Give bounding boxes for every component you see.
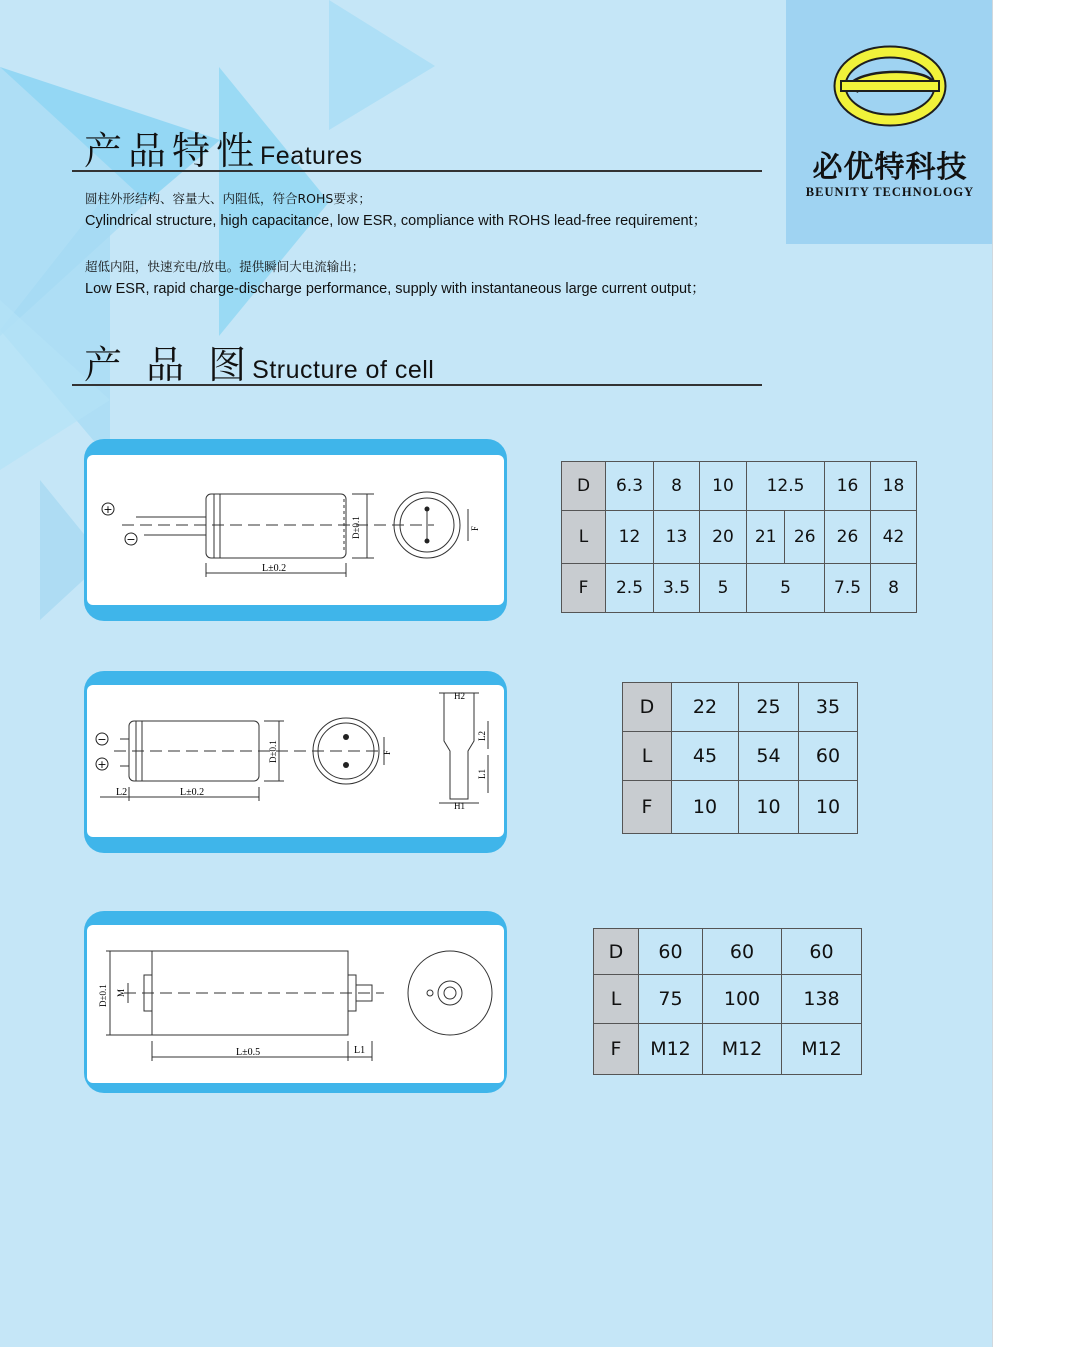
table-row-l bbox=[594, 975, 862, 1024]
table-cell: 10 bbox=[672, 781, 739, 834]
table-cell: 22 bbox=[672, 683, 739, 732]
feature-item-1 bbox=[85, 188, 707, 232]
structure-heading bbox=[84, 334, 434, 389]
row-label: D bbox=[562, 462, 606, 511]
table-cell: 10 bbox=[799, 781, 858, 834]
table-row-d bbox=[623, 683, 858, 732]
table-cell: 8 bbox=[871, 564, 917, 613]
feature-item-1-cn: 圆柱外形结构、容量大、内阻低，符合ROHS要求； bbox=[85, 191, 371, 206]
table-cell: 16 bbox=[825, 462, 871, 511]
l2-label: L2 bbox=[477, 731, 487, 741]
table-cell: 25 bbox=[739, 683, 799, 732]
diameter-label: D±0.1 bbox=[98, 984, 108, 1007]
brand-name-cn: 必优特科技 bbox=[812, 150, 968, 185]
minus-terminal-icon: − bbox=[126, 533, 136, 546]
lead-length-label: L2 bbox=[116, 787, 128, 798]
h1-label: H1 bbox=[454, 801, 465, 811]
diameter-label: D±0.1 bbox=[268, 740, 278, 763]
table-cell: M12 bbox=[782, 1024, 862, 1075]
table-row-l bbox=[623, 732, 858, 781]
features-heading-cn: 产品特性 bbox=[84, 129, 261, 173]
table-cell: 35 bbox=[799, 683, 858, 732]
table-cell: 13 bbox=[654, 511, 700, 564]
table-cell: 18 bbox=[871, 462, 917, 511]
table-cell: 60 bbox=[799, 732, 858, 781]
table-cell: 5 bbox=[747, 564, 825, 613]
cell-diagram-small bbox=[84, 439, 507, 621]
row-label: L bbox=[594, 975, 639, 1024]
table-cell: M12 bbox=[703, 1024, 782, 1075]
table-cell: M12 bbox=[639, 1024, 703, 1075]
row-label: D bbox=[623, 683, 672, 732]
spec-table-small bbox=[561, 461, 917, 613]
table-cell: 45 bbox=[672, 732, 739, 781]
feature-item-2 bbox=[85, 256, 706, 300]
table-cell: 60 bbox=[639, 929, 703, 975]
table-cell: 138 bbox=[782, 975, 862, 1024]
length-label: L±0.2 bbox=[262, 563, 287, 574]
table-cell: 20 bbox=[700, 511, 747, 564]
feature-item-2-cn: 超低内阻，快速充电/放电。提供瞬间大电流输出； bbox=[85, 259, 365, 274]
table-cell: 12.5 bbox=[747, 462, 825, 511]
table-cell: 6.3 bbox=[606, 462, 654, 511]
row-label: F bbox=[562, 564, 606, 613]
table-cell: 21 bbox=[747, 511, 785, 564]
table-cell: 2.5 bbox=[606, 564, 654, 613]
table-cell: 54 bbox=[739, 732, 799, 781]
table-cell: 60 bbox=[703, 929, 782, 975]
table-cell: 75 bbox=[639, 975, 703, 1024]
features-heading bbox=[84, 120, 363, 175]
cell-diagram-screw bbox=[84, 911, 507, 1093]
features-heading-en: Features bbox=[260, 142, 363, 170]
brand-logo-icon bbox=[830, 40, 950, 130]
minus-terminal-icon: − bbox=[97, 733, 107, 746]
l1-label: L1 bbox=[354, 1045, 366, 1056]
feature-item-1-en: Cylindrical structure, high capacitance, low ESR, compliance with ROHS lead-free requirement； bbox=[85, 213, 708, 229]
row-label: L bbox=[562, 511, 606, 564]
table-cell: 10 bbox=[700, 462, 747, 511]
diameter-label: D±0.1 bbox=[351, 516, 361, 539]
feature-item-2-en: Low ESR, rapid charge-discharge performance, supply with instantaneous large current output； bbox=[85, 281, 706, 297]
table-cell: 7.5 bbox=[825, 564, 871, 613]
h2-label: H2 bbox=[454, 691, 465, 701]
spec-table-screw bbox=[593, 928, 862, 1075]
table-row-d bbox=[562, 462, 917, 511]
brand-name-en: BEUNITY TECHNOLOGY bbox=[805, 185, 975, 199]
table-row-f bbox=[562, 564, 917, 613]
length-label: L±0.5 bbox=[236, 1047, 261, 1058]
length-label: L±0.2 bbox=[180, 787, 205, 798]
row-label: L bbox=[623, 732, 672, 781]
table-row-f bbox=[623, 781, 858, 834]
table-cell: 5 bbox=[700, 564, 747, 613]
structure-divider bbox=[72, 384, 762, 386]
table-cell: 3.5 bbox=[654, 564, 700, 613]
features-divider bbox=[72, 170, 762, 172]
row-label: D bbox=[594, 929, 639, 975]
pitch-label: F bbox=[382, 749, 392, 755]
table-cell: 26 bbox=[825, 511, 871, 564]
plus-terminal-icon: + bbox=[97, 758, 107, 771]
row-label: F bbox=[623, 781, 672, 834]
table-cell: 8 bbox=[654, 462, 700, 511]
l1-label: L1 bbox=[477, 769, 487, 779]
table-cell: 60 bbox=[782, 929, 862, 975]
table-row-d bbox=[594, 929, 862, 975]
cell-diagram-snap-in bbox=[84, 671, 507, 853]
structure-heading-en: Structure of cell bbox=[252, 356, 435, 384]
spec-table-snap-in bbox=[622, 682, 858, 834]
table-cell: 100 bbox=[703, 975, 782, 1024]
table-cell: 26 bbox=[785, 511, 825, 564]
table-row-f bbox=[594, 1024, 862, 1075]
table-row-l bbox=[562, 511, 917, 564]
brand-panel bbox=[786, 0, 992, 244]
row-label: F bbox=[594, 1024, 639, 1075]
table-cell: 42 bbox=[871, 511, 917, 564]
pitch-label: F bbox=[470, 525, 480, 531]
table-cell: 10 bbox=[739, 781, 799, 834]
thread-label: M bbox=[116, 988, 126, 997]
structure-heading-cn: 产 品 图 bbox=[84, 343, 253, 387]
table-cell: 12 bbox=[606, 511, 654, 564]
plus-terminal-icon: + bbox=[103, 503, 113, 516]
